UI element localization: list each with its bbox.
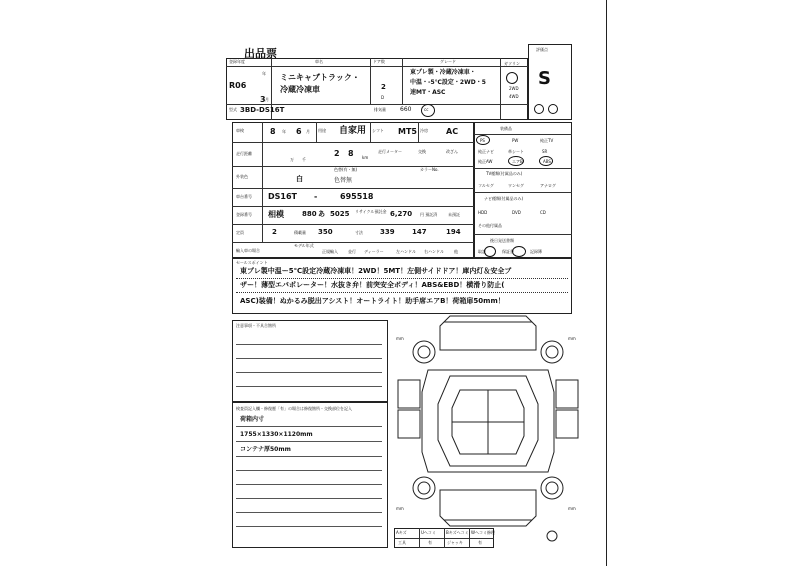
legend-jack-value: 有 [478,540,482,545]
back-doc-manual-circle [484,246,496,257]
model-year-era: R06 [229,81,247,90]
diagram-front-top [440,316,536,350]
import-parallel: 並行 [348,249,356,254]
tv-one: ワンセグ [508,183,524,188]
back-docs-title: 後日発送書類 [490,238,514,243]
mm-label-rr: mm [568,506,576,511]
sheet-title: 出品票 [244,47,277,60]
displacement-label: 排気量 [374,107,386,112]
nav-hdd: HDD [478,210,488,215]
sheet-edge [606,0,607,566]
tv-full: フルセグ [478,183,494,188]
door-count: 2 [381,83,386,91]
usage-value: 自家用 [339,126,367,136]
drive-4wd: 4WD [509,94,519,99]
plate-number: 5025 [330,210,350,218]
score-value: S [538,68,551,89]
car-name-line1: ミニキャブトラック・ [280,73,360,82]
fuel-gasoline: ガソリン [504,61,520,66]
equip-leather: 革シート [508,149,524,154]
header-car-name-label: 車名 [315,59,323,64]
chassis-label: 車台番号 [236,194,252,199]
tv-analog: アナログ [540,183,556,188]
color-change-label: 色替(有・無) [334,167,358,172]
legend-w: Wヘコミ修理 [471,530,495,535]
equip-airbag-circle [508,156,524,166]
displacement-unit: cc [424,107,429,112]
car-name-line2: 冷蔵冷凍車 [280,85,320,94]
displacement-value: 660 [400,106,412,113]
import-regular: 正規輸入 [322,249,338,254]
wheel-rear-right [541,477,563,499]
grade-line3: 速MT・ASC [410,89,446,96]
import-right-hand: 右ハンドル [424,249,444,254]
type-label: 型式 [229,107,237,112]
equip-tv: 純正TV [540,138,554,143]
legend-tools: 工具 [398,540,406,545]
equip-airbag: エアB [512,159,523,164]
height-value: 194 [446,228,461,236]
equipment-title: 装備品 [500,126,512,131]
car-damage-diagram [388,310,588,542]
mileage-unit-sen: 千 [302,157,306,162]
score-fuel-circle [534,104,544,114]
mileage-unit-km: km [362,155,369,160]
ac-label: 冷房 [420,128,428,133]
sales-point-line2: ザー！薄型エバポレーター！水抜き弁！前突安全ボディ！ABS&EBD！横滑り防止( [240,281,505,289]
import-left-hand: 左ハンドル [396,249,416,254]
usage-label: 用途 [318,128,326,133]
inspector-notes-title: 注意事項・不具合箇所 [236,323,276,328]
score-label: 評価点 [536,47,548,52]
grade-line1: 東プレ製・冷蔵冷凍車・ [410,69,476,76]
color-label: 外装色 [236,174,248,179]
mileage-label: 走行距離 [236,151,252,156]
inspector-notes-block [232,320,388,402]
equip-aw: 純正AW [478,159,493,164]
import-other: 他 [454,249,458,254]
mileage-meter-option: 走行メーター [378,149,402,154]
sales-point-title: セールスポイント [236,260,268,265]
width-value: 147 [412,228,427,236]
model-year-label: 年 [262,71,266,76]
legend-tools-value: 有 [428,540,432,545]
plate-class: 880 [302,210,317,218]
nav-type-title: ナビ種類(付属品のみ) [484,196,524,201]
chassis-prefix: DS16T [268,192,297,201]
first-reg-month: 3 [260,95,266,104]
recycle-not-deposited: 未預託 [448,212,460,217]
chassis-number: 695518 [340,192,374,201]
sales-point-line1: 東プレ製中温ー5℃設定冷蔵冷凍車！2WD！5MT！左側サイドドア！庫内灯＆安全ブ [240,267,512,275]
length-value: 339 [380,228,395,236]
color-code-label: カラーNo. [420,167,439,172]
inspection-year-label: 年 [282,129,286,134]
legend-b: Bキズヘコミ [446,530,469,535]
inspection-year: 8 [270,127,276,136]
repair-note-line1: 荷箱内寸 [240,416,265,423]
equip-abs: ABS [543,159,551,164]
import-dealer: ディーラー [364,249,384,254]
back-doc-manual: 取説 [478,249,486,254]
mm-label-fl: mm [396,336,404,341]
mileage-digit-1: 2 [334,149,340,158]
plate-label: 登録番号 [236,212,252,217]
shift-value: MT5 [398,127,417,136]
plate-kana: あ [318,210,325,218]
import-model-year: モデル年式 [294,243,314,248]
color-value: 白 [296,175,303,183]
sales-point-line3: ASC)装備！ぬかるみ脱出アシスト！オートライト！助手席エアB！荷箱扉50mm！ [240,297,505,305]
equip-navi: 純正ナビ [478,149,494,154]
other-accessories-label: その他付属品 [478,223,502,228]
inspection-month: 6 [296,127,302,136]
mileage-digit-2: 8 [348,149,354,158]
header-year-label: 登録年度 [229,59,245,64]
door-suffix: D [381,95,385,100]
repair-note-line2: 1755×1330×1120mm [240,431,313,438]
diagram-rear [440,490,536,526]
inspection-month-label: 月 [306,129,310,134]
nav-cd: CD [540,210,546,215]
mm-label-fr: mm [568,336,576,341]
mm-label-rl: mm [396,506,404,511]
color-changed: 色替無 [334,177,353,184]
header-grade-label: グレード [440,59,456,64]
recycle-label: リサイクル預託金 [355,209,387,214]
capacity-label: 定員 [236,230,244,235]
legend-a: Aキズ [396,530,407,535]
capacity-value: 2 [272,228,277,236]
model-code: 3BD-DS16T [240,106,285,114]
nav-dvd: DVD [512,210,521,215]
panel-left-front [398,380,420,408]
tv-type-title: TV種類(付属品のみ) [486,171,523,176]
recycle-amount: 6,270 [390,210,413,218]
legend-jack: ジャッキ [447,540,463,545]
recycle-deposited: 円 預託済 [420,212,438,217]
mileage-replace-option: 交換 [418,149,426,154]
grade-line2: 中温・-5℃設定・2WD・5 [410,79,486,86]
panel-left-rear [398,410,420,438]
equip-sr: SR [542,149,548,154]
back-doc-warranty-circle [512,246,526,257]
drive-2wd: 2WD [509,86,519,91]
panel-right-front [556,380,578,408]
spare-tire [547,531,557,541]
equip-abs-circle [539,156,553,166]
mileage-tamper-option: 改ざん [446,149,458,154]
equip-pw: PW [512,138,519,143]
wheel-front-left [413,341,435,363]
legend-u: Uヘコミ [421,530,436,535]
back-doc-record: 記録簿 [530,249,542,254]
fuel-circle-mark [506,72,518,84]
dims-label: 寸法 [355,230,363,235]
loading-label: 積載量 [294,230,306,235]
chassis-dash: - [314,192,318,201]
repair-notes-title: 検査員記入欄・修復歴「有」の場合は修復箇所・交換部位を記入 [236,406,352,411]
first-reg-month-label: 月 [265,97,269,102]
inspection-label: 車検 [236,128,244,133]
shift-label: シフト [372,128,384,133]
repair-note-line3: コンテナ厚50mm [240,446,291,453]
plate-region: 相模 [268,210,284,219]
header-door-label: ドア数 [373,59,385,64]
equip-ps-circle [476,135,490,145]
equip-ps: PS [480,138,485,143]
mileage-unit-man: 万 [290,157,294,162]
back-doc-warranty: 保証書 [502,249,514,254]
wheel-front-right [541,341,563,363]
wheel-rear-left [413,477,435,499]
loading-value: 350 [318,228,333,236]
score-drive-circle [548,104,558,114]
panel-right-rear [556,410,578,438]
ac-value: AC [446,127,459,136]
import-label: 輸入車の場合 [236,248,260,253]
